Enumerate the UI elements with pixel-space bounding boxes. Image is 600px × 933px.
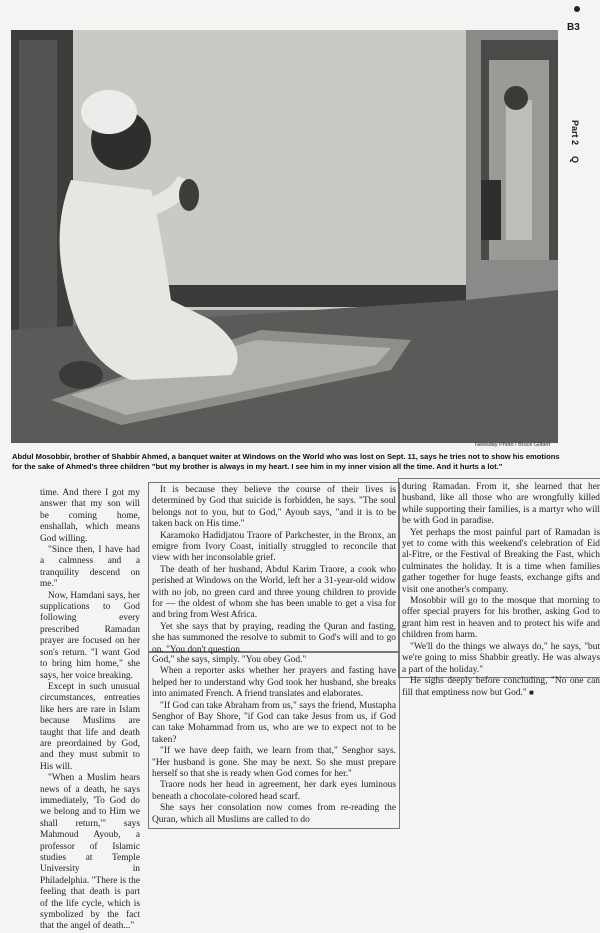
paragraph: It is because they believe the course of their lives is determined by God that suicide is forbidden, he says. "The soul belongs not to you, but to God," Ayoub says, "and it is to be taken back on His time." [152,485,396,530]
paragraph: When a reporter asks whether her prayers and fasting have helped her to understand why God took her husband, she breaks into animated French. A friend translates and elaborates. [152,666,396,700]
paragraph: Traore nods her head in agreement, her dark eyes luminous beneath a chocolate-colored head scarf. [152,780,396,802]
paragraph: Yet perhaps the most painful part of Ramadan is yet to come with this weekend's celebration of Eid al-Fitre, or the Festival of Breaking the Fast, which culminates the holiday. It is a time when families gather together for huge feasts, exchange gifts and visit one another's company. [402,527,600,595]
section-mark: Q [570,156,580,164]
paragraph: God," she says, simply. "You obey God." [152,655,307,665]
paragraph: "We'll do the things we always do," he says, "but we're going to miss Shabbir greatly. He was always a part of the holiday." [402,641,600,675]
section-name: Part 2 [570,120,580,146]
paragraph [402,676,600,700]
paragraph: Now, Hamdani says, her supplications to God following every prescribed Ramadan prayer are focused on her son's return. "I want God to bring him home," she says, her voice breaking. [40,590,140,681]
paragraph: during Ramadan. From it, she learned that her husband, like all those who are wrongfully killed while supporting their families, is a martyr who will be with God in paradise. [402,482,600,527]
paragraph: The death of her husband, Abdul Karim Traore, a cook who perished at Windows on the World, left her a 31-year-old widow with no job, no green card and three young children to provide for — the oldest of whom she has been unable to get a visa for and bring from West Africa. [152,564,396,621]
closing-quote: He sighs deeply before concluding, "No one can fill that emptiness now but God." [402,675,600,699]
paragraph: Yet she says that by praying, reading the Quran and fasting, she has summoned the resolve to submit to God's will and to go on. "You don't question [152,621,396,655]
article-column-1 [40,488,140,933]
paragraph: "If God can take Abraham from us," says the friend, Mustapha Senghor of Bay Shore, "if God can take Jesus from us, if God can take Mohammad from us, who are we to expect not to be taken? [152,700,396,745]
page-number: B3 [567,22,580,33]
paragraph: "Since then, I have had a calmness and a tranquility descend on me." [40,545,140,590]
paragraph: Mosobbir will go to the mosque that morning to offer special prayers for his brother, asking God to grant him rest in heaven and to protect his wife and children from harm. [402,596,600,641]
news-photo [11,30,558,443]
article-column-4 [152,655,396,826]
article-column-3 [402,482,600,700]
section-label [560,120,590,180]
paragraph: She says her consolation now comes from re-reading the Quran, which all Muslims are called to do [152,803,396,825]
paragraph: Except in such unusual circumstances, entreaties like hers are rare in Islam because Muslims are taught that life and death are preordained by God, and they must submit to His will. [40,681,140,772]
paragraph: "If we have deep faith, we learn from that," Senghor says. "Her husband is gone. She may be next. So she must prepare herself so that she is ready when God comes for her." [152,746,396,780]
photo-caption: Abdul Mosobbir, brother of Shabbir Ahmed, a banquet waiter at Windows on the World who was lost on Sept. 11, says he tries not to show his emotions for the sake of Ahmed's three children "but my brother is always in my heart. I see him in my inner vision all the time. And it hurts a lot." [12,452,560,471]
page-dot [574,6,580,12]
photo-credit: Newsday Photo / Bruce Gilbert [475,442,551,448]
end-mark: ■ [529,688,534,698]
article-column-2 [152,485,396,656]
paragraph: time. And there I got my answer that my son will be coming home, enshallah, which means God willing. [40,488,140,544]
paragraph: Karamoko Hadidjatou Traore of Parkchester, in the Bronx, an emigre from Ivory Coast, initially struggled to reconcile that view with her inconsolable grief. [152,530,396,564]
paragraph: "When a Muslim hears news of a death, he says immediately, 'To God do we belong and to Him we shall return,'" says Mahmoud Ayoub, a professor of Islamic studies at Temple University in Philadelphia. "There is the feeling that death is part of the life cycle, which is symbolized by the fact that the angel of death..." [40,773,140,932]
